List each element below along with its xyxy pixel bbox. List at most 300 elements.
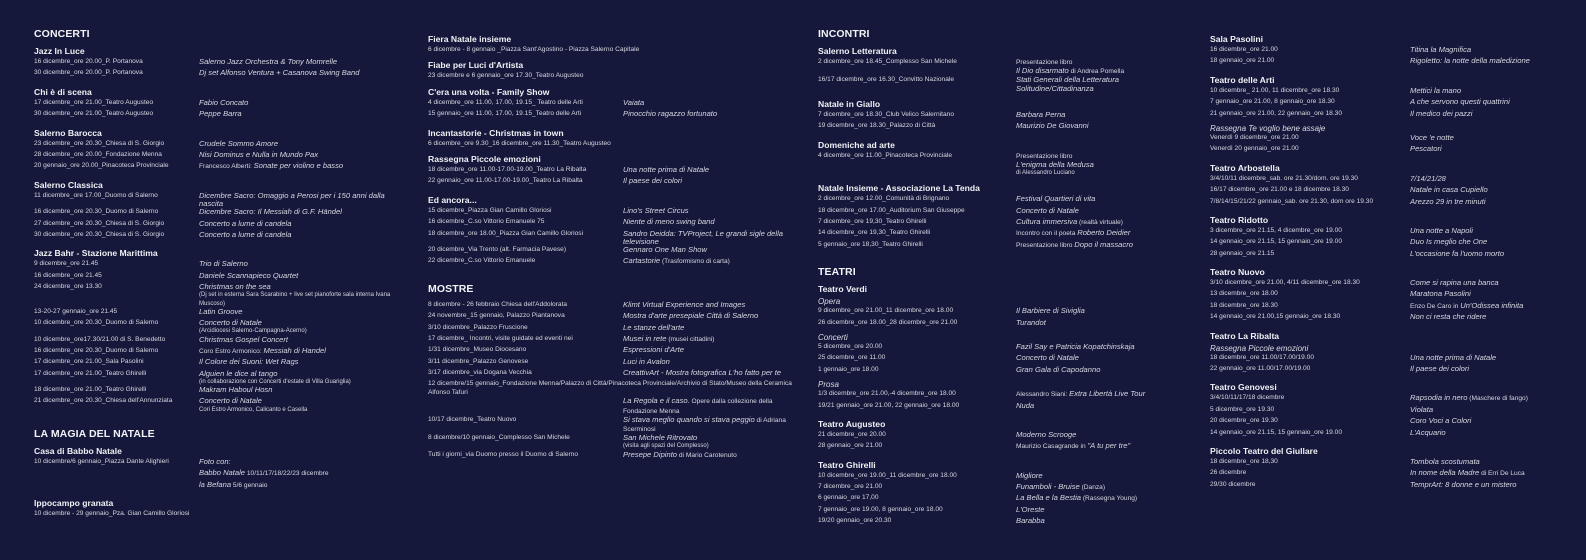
event-date-venue: 15 dicembre_Piazza Gian Camillo Gloriosi — [428, 206, 552, 214]
event-title-text: Roberto Deidier — [1077, 228, 1131, 238]
event-date-venue: 10 dicembre_ 21.00, 11 dicembre_ore 18.30 — [1210, 86, 1340, 94]
event-title — [199, 110, 409, 121]
event-title-prefix: Presentazione libro — [1016, 241, 1075, 249]
event-title-text: Rigoletto: la notte della maledizione — [1410, 56, 1530, 66]
event-title — [1016, 122, 1193, 133]
event-row — [818, 343, 1193, 354]
event-title-text: Salerno Jazz Orchestra & Tony Momrelle — [199, 57, 338, 66]
event-date-venue: 22 dicembre_C.so Vittorio Emanuele — [428, 257, 536, 265]
event-date-venue: 3 dicembre_ore 21.15, 4 dicembre_ore 19.00 — [1210, 226, 1342, 234]
event-title-text: Latin Groove — [199, 306, 243, 316]
event-title-text: Foto con: — [199, 456, 231, 466]
event-title-suffix: (realtà virtuale) — [1077, 218, 1123, 226]
event-title-text: Voce 'e notte — [1410, 132, 1454, 142]
event-date-venue: 22 gennaio_ore 11.00/17.00/19.00 — [1210, 365, 1311, 373]
event-row — [1210, 175, 1585, 186]
event-date-venue: 10 dicembre_ore 20.30_Duomo di Salerno — [34, 319, 159, 327]
event-title-suffix: (Rassegna Young) — [1081, 495, 1138, 503]
section-heading: Incantastorie - Christmas in town — [428, 127, 564, 138]
event-date-venue: 8 dicembre/10 gennaio_Complesso San Michele — [428, 434, 570, 442]
event-row — [428, 110, 803, 121]
event-title-text: Nuda — [1016, 400, 1035, 410]
section-heading: C'era una volta - Family Show — [428, 86, 550, 97]
event-title — [199, 283, 409, 308]
event-title-text: Presepe Dipinto — [623, 449, 678, 459]
event-title-text: Migliore — [1016, 470, 1043, 480]
event-title-text: Gran Gala di Capodanno — [1016, 364, 1101, 374]
event-title-text: Un'Odissea infinita — [1460, 300, 1524, 310]
section-heading: Salerno Letteratura — [818, 46, 897, 56]
event-date-venue: 10/17 dicembre_Teatro Nuovo — [428, 415, 517, 423]
event-title — [199, 162, 409, 173]
event-title-text: San Michele Ritrovato — [623, 433, 698, 443]
event-date-venue: 30 dicembre_ore 20.00_P. Portanova — [34, 69, 143, 77]
event-title-suffix: (musei cittadini) — [666, 335, 715, 343]
event-title-text: Babbo Natale — [199, 468, 246, 478]
event-row — [818, 506, 1193, 517]
event-date-venue: 16 dicembre_ore 21.00 — [1210, 46, 1278, 53]
event-title-text: Il paese dei colori — [1410, 364, 1470, 374]
event-title-prefix: Presentazione libro — [1016, 152, 1073, 160]
column-1 — [34, 28, 409, 518]
event-row — [1210, 57, 1585, 68]
event-title-text: Non ci resta che ridere — [1410, 312, 1487, 322]
event-date-venue: 16/17 dicembre_ore 16.30_Convitto Nazionale — [818, 76, 954, 84]
event-date-venue: 23 dicembre_ore 20.30_Chiesa di S. Giorgio — [34, 139, 165, 147]
event-date-venue: 29/30 dicembre — [1210, 480, 1256, 488]
event-title — [1410, 110, 1585, 121]
event-title — [1410, 313, 1585, 324]
event-row — [428, 257, 803, 268]
section-heading: Natale Insieme - Associazione La Tenda — [818, 183, 980, 194]
event-title — [1016, 517, 1193, 528]
event-row — [818, 319, 1193, 330]
event-row — [34, 397, 409, 413]
event-date-venue: 14 gennaio_ore 21.15, 15 gennaio_ore 19.00 — [1210, 428, 1342, 436]
event-title-text: Una notte a Napoli — [1410, 225, 1473, 235]
event-title-text: Il paese dei colori — [623, 176, 683, 186]
event-info-line: 6 dicembre_ore 9.30_16 dicembre_ore 11.30_Teatro Augusteo — [428, 139, 611, 147]
event-date-venue: 18 gennaio_ore 21.00 — [1210, 57, 1275, 65]
event-row — [34, 151, 409, 162]
event-title-text: Daniele Scannapieco Quartet — [199, 270, 299, 280]
event-title — [623, 369, 803, 380]
event-date-venue: 30 dicembre_ore 20.30_Chiesa di S. Giorgio — [34, 230, 165, 238]
event-title-prefix: Francesco Alberti: — [199, 163, 254, 171]
section-heading: Natale in Giallo — [818, 98, 881, 109]
event-date-venue: 8 dicembre - 26 febbraio Chiesa dell'Addolorata — [428, 300, 568, 308]
event-row — [428, 166, 803, 177]
event-date-venue: 21 dicembre_ore 20.30_Chiesa dell'Annunziata — [34, 397, 173, 405]
event-title-text: Peppe Barra — [199, 109, 242, 119]
event-row — [1210, 198, 1585, 209]
event-date-venue — [34, 481, 199, 492]
event-date-venue: 11 dicembre_ore 17.00_Duomo di Salerno — [34, 191, 158, 199]
event-row — [428, 230, 803, 246]
event-date-venue: 26 dicembre_ore 18.00_28 dicembre_ore 21.00 — [818, 318, 958, 326]
event-row — [1210, 429, 1585, 440]
event-row — [34, 162, 409, 173]
section-heading: Salerno Classica — [34, 179, 103, 190]
event-title-text: Messiah di Handel — [263, 345, 326, 355]
event-title-prefix: Alessandro Siani: — [1016, 391, 1070, 399]
event-date-venue: 5 dicembre_ore 20.00 — [818, 342, 883, 350]
event-date-venue: 24 dicembre_ore 13.30 — [34, 283, 102, 291]
event-row — [428, 246, 803, 257]
event-title-line2: L'enigma della Medusa — [1016, 159, 1094, 169]
event-date-venue: 9 dicembre_ore 21.00_11 dicembre_ore 18.00 — [818, 307, 954, 315]
section-heading: Ed ancora... — [428, 194, 477, 205]
event-date-venue: 26 dicembre — [1210, 469, 1247, 477]
event-date-venue: 19/21 gennaio_ore 21.00, 22 gennaio_ore 18.00 — [818, 401, 960, 409]
event-title-text: Musei in rete — [623, 333, 667, 343]
event-row — [818, 517, 1193, 528]
event-date-venue: 27 dicembre_ore 20.30_Chiesa di S. Giorgio — [34, 219, 165, 227]
event-row — [1210, 186, 1585, 197]
event-title-text: Le stanze dell'arte — [623, 322, 685, 332]
event-row — [818, 152, 1193, 178]
event-date-venue: 7 dicembre_ore 18.30_Club Velico Salernitano — [818, 110, 954, 118]
event-date-venue: 22 gennaio_ore 11.00-17.00-19.00_Teatro La Ribalta — [428, 177, 583, 185]
event-date-venue: 20 dicembre_ore 19.30 — [1210, 417, 1278, 425]
event-row — [428, 99, 803, 110]
event-title-text: CreattivArt - Mostra fotografica L'ho fatto per te — [623, 368, 782, 378]
event-date-venue: Venerdì 20 gennaio_ore 21.00 — [1210, 145, 1299, 153]
event-date-venue — [428, 397, 623, 415]
event-info-line: 12 dicembre/15 gennaio_Fondazione Menna/Palazzo di Città/Pinacoteca Provinciale/Archivio di Stato/Museo della Ceramica Alfonso Tafuri — [428, 380, 792, 396]
event-row — [34, 370, 409, 386]
event-row — [818, 494, 1193, 505]
event-date-venue: 17 dicembre_ore 21.00_Teatro Ghirelli — [34, 369, 147, 377]
event-date-venue: 24 novembre_15 gennaio, Palazzo Piantanova — [428, 312, 565, 320]
event-title-text: A che servono questi quattrini — [1410, 97, 1510, 107]
section-heading: Teatro Nuovo — [1210, 267, 1265, 278]
event-date-venue: 30 dicembre_ore 21.00_Teatro Augusteo — [34, 110, 154, 118]
event-title-text: Dopo il massacro — [1074, 239, 1133, 249]
event-row — [1210, 354, 1585, 365]
event-date-venue: 25 dicembre_ore 11.00 — [818, 354, 886, 362]
event-title-prefix: Enzo De Caro in — [1410, 302, 1461, 310]
event-row — [818, 366, 1193, 377]
event-info-line: 6 dicembre - 8 gennaio _Piazza Sant'Agostino - Piazza Salerno Capitale — [428, 46, 640, 53]
section-heading: Jazz Bahr - Stazione Marittima — [34, 248, 158, 259]
event-row — [34, 319, 409, 335]
event-title-text: 7/14/21/28 — [1410, 173, 1446, 183]
event-row — [1210, 469, 1585, 480]
section-heading: Piccolo Teatro del Giullare — [1210, 445, 1318, 456]
event-row — [1210, 98, 1585, 109]
event-date-venue: 20 dicembre_Via Trento (alt. Farmacia Pavese) — [428, 245, 567, 253]
event-date-venue: 18 dicembre_ore 11.00/17.00/19.00 — [1210, 353, 1314, 361]
section-heading: Teatro delle Arti — [1210, 74, 1275, 85]
event-date-venue: Tutti i giorni_via Duomo presso il Duomo di Salerno — [428, 450, 579, 458]
event-row — [1210, 365, 1585, 376]
event-title-text: Festival Quartieri di vita — [1016, 194, 1096, 204]
event-row — [1210, 417, 1585, 428]
event-title — [623, 451, 803, 462]
event-date-venue: 7 gennaio_ore 19.00, 8 gennaio_ore 18.00 — [818, 505, 943, 513]
event-title — [1410, 394, 1585, 405]
event-row — [34, 231, 409, 242]
event-date-venue: Venerdì 9 dicembre_ore 21.00 — [1210, 133, 1299, 141]
event-title-text: La Regola e il caso. — [623, 396, 690, 406]
event-date-venue: 18 dicembre_ore 18.30 — [1210, 301, 1278, 309]
event-title-text: Titina la Magnifica — [1410, 45, 1472, 54]
event-title — [623, 416, 803, 434]
event-date-venue: 1/31 dicembre_Museo Diocesano — [428, 346, 527, 354]
event-title-suffix: (Trasformismo di carta) — [660, 258, 730, 266]
event-title-text: Alguien le dice al tango — [199, 368, 278, 378]
event-date-venue: 19 dicembre_ore 18.30_Palazzo di Città — [818, 122, 936, 130]
event-title — [1410, 481, 1585, 492]
event-row — [428, 335, 803, 346]
event-row — [428, 312, 803, 323]
event-title-text: Concerto di Natale — [1016, 353, 1079, 363]
event-title-text: Violata — [1410, 404, 1434, 414]
event-row — [34, 481, 409, 492]
event-row — [818, 58, 1193, 76]
event-date-venue: 19/20 gennaio_ore 20.30 — [818, 517, 892, 525]
event-date-venue: 21 dicembre_ore 20.00 — [818, 430, 886, 438]
section-heading: Teatro Augusteo — [818, 418, 886, 429]
event-row — [1210, 238, 1585, 249]
event-date-venue: 16 dicembre_ore 20.00_P. Portanova — [34, 58, 143, 65]
event-date-venue: 13-20-27 gennaio_ore 21.45 — [34, 307, 118, 315]
event-row — [1210, 227, 1585, 238]
event-date-venue: 7 gennaio_ore 21.00, 8 gennaio_ore 18.30 — [1210, 98, 1335, 106]
event-title-suffix: di Adriana Scerminosi — [623, 416, 786, 433]
event-title-text: Cartastorie — [623, 256, 661, 266]
event-title-text: Dicembre Sacro: Il Messiah di G.F. Händel — [199, 207, 342, 217]
event-note: (visita agli spazi del Complesso) — [623, 443, 709, 450]
event-title-prefix: Coro Estro Armonico: — [199, 347, 264, 355]
column-2 — [428, 28, 803, 462]
event-date-venue — [34, 469, 199, 480]
section-heading: Teatro Verdi — [818, 284, 868, 295]
event-title-text: Dj set Alfonso Ventura + Casanova Swing Band — [199, 68, 360, 78]
event-title-text: la Befana — [199, 479, 232, 489]
event-date-venue: 17 dicembre_ Incontri, visite guidate ed eventi nei — [428, 334, 573, 342]
category-heading: TEATRI — [818, 266, 856, 279]
event-title-text: "A tu per tre" — [1087, 441, 1131, 451]
event-title-text: Crudele Sommo Amore — [199, 138, 279, 148]
event-row — [1210, 134, 1585, 145]
event-row — [428, 177, 803, 188]
event-title — [1410, 57, 1585, 68]
event-date-venue: 4 dicembre_ore 11.00_Pinacoteca Provinciale — [818, 151, 953, 159]
event-title-text: Pescatori — [1410, 144, 1442, 154]
event-title — [199, 69, 409, 80]
event-date-venue: 4 dicembre_ore 11.00, 17.00, 19.15_ Teatro delle Arti — [428, 98, 583, 106]
event-title — [1410, 429, 1585, 440]
event-row — [1210, 458, 1585, 469]
event-title-text: Il Barbiere di Siviglia — [1016, 306, 1085, 316]
event-title-line2: Il Dio disarmato — [1016, 66, 1069, 76]
event-title-text: Rapsodia in nero — [1410, 393, 1468, 403]
event-title-suffix: di Mario Carotenuto — [677, 451, 737, 459]
event-date-venue: 5 dicembre_ore 19.30 — [1210, 405, 1275, 413]
section-heading: Teatro La Ribalta — [1210, 330, 1280, 341]
event-date-venue: 1 gennaio_ore 18.00 — [818, 365, 879, 373]
section-heading: Rassegna Piccole emozioni — [428, 154, 541, 164]
category-heading: INCONTRI — [818, 28, 870, 40]
section-heading: Casa di Babbo Natale — [34, 445, 122, 456]
event-title-text: La Bella e la Bestia — [1016, 493, 1082, 503]
event-row — [818, 472, 1193, 483]
event-date-venue: 18 dicembre_ore 11.00-17.00-19.00_Teatro La Ribalta — [428, 166, 587, 173]
subsection-label: Concerti — [818, 332, 848, 342]
event-note: (Arcidiocesi Salerno-Campagna-Acerno) — [199, 328, 307, 335]
event-title-text: Una notte prima di Natale — [623, 165, 710, 174]
event-title-text: L'Acquario — [1410, 427, 1446, 437]
section-heading: Teatro Ghirelli — [818, 459, 876, 470]
event-title — [199, 397, 409, 413]
event-date-venue: 18 dicembre_ore 21.00_Teatro Ghirelli — [34, 386, 147, 394]
event-date-venue: 5 gennaio_ore 18,30_Teatro Ghirelli — [818, 240, 923, 248]
event-title-text: Fabio Concato — [199, 97, 249, 107]
event-date-venue: 28 gennaio_ore 21.15 — [1210, 249, 1275, 257]
event-title-suffix: (Danza) — [1079, 484, 1106, 492]
event-row — [1210, 394, 1585, 405]
event-title — [1016, 241, 1193, 252]
event-note: (Dj set in esterna Sara Scarabino + live set pianoforte sala interna Ivana Muscoso) — [199, 292, 391, 307]
event-title-text: Concerto a lume di candela — [199, 229, 292, 239]
event-title — [199, 192, 409, 208]
event-title-text: Extra Libertà Live Tour — [1069, 389, 1146, 399]
event-title-text: Christmas Gospel Concert — [199, 334, 289, 344]
event-row — [34, 69, 409, 80]
event-date-venue: 7/8/14/15/21/22 gennaio_sab. ore 21.30, dom ore 19.30 — [1210, 197, 1374, 205]
section-heading: Jazz In Luce — [34, 46, 85, 56]
event-row — [428, 397, 803, 415]
event-date-venue: 9 dicembre_ore 21.45 — [34, 260, 99, 268]
event-title-text: Tombola scostumata — [1410, 456, 1480, 466]
event-title-text: Sandro Deidda: TVProject, Le grandi sigle della televisione — [623, 228, 783, 246]
event-title-text: Lino's Street Circus — [623, 205, 689, 215]
event-date-venue: 28 dicembre_ore 20.00_Fondazione Menna — [34, 150, 162, 158]
event-title-text: Fazil Say e Patricia Kopatchinskaja — [1016, 341, 1135, 351]
event-date-venue: 10 dicembre_ore 19.00_11 dicembre_ore 18.00 — [818, 471, 957, 479]
event-title-prefix: Maurizio Casagrande in — [1016, 443, 1088, 451]
event-title — [623, 434, 803, 450]
event-title-text: Concerto di Natale — [1016, 205, 1079, 215]
event-date-venue: 18 dicembre_ore 18.00_Piazza Gian Camillo Gloriosi — [428, 229, 584, 237]
event-date-venue: 13 dicembre_ore 18.00 — [1210, 290, 1278, 298]
event-date-venue: 16 dicembre_ore 20.30_Duomo di Salerno — [34, 346, 159, 354]
event-title-text: Mostra d'arte presepiale Città di Salerno — [623, 311, 759, 321]
event-title-text: Mettici la mano — [1410, 85, 1462, 95]
event-title — [199, 370, 409, 386]
event-note: (in collaborazione con Concerti d'estate di Villa Guariglia) — [199, 378, 351, 385]
event-title-text: Makram Haboul Hosn — [199, 385, 273, 395]
event-row — [818, 111, 1193, 122]
event-title-text: Si stava meglio quando si stava peggio — [623, 414, 755, 424]
event-date-venue: 14 gennaio_ore 21.15, 15 gennaio_ore 19.00 — [1210, 238, 1342, 246]
event-row — [428, 369, 803, 380]
event-date-venue: 3/10 dicembre_ore 21.00, 4/11 dicembre_ore 18.30 — [1210, 279, 1360, 287]
event-row — [818, 442, 1193, 453]
event-title — [1410, 145, 1585, 156]
event-title — [199, 481, 409, 492]
event-title-prefix: Incontro con il poeta — [1016, 230, 1078, 238]
event-title-text: Sonate per violino e basso — [253, 161, 344, 171]
event-date-venue: 6 gennaio_ore 17,00 — [818, 494, 879, 502]
event-date-venue: 3/4/10/11 dicembre_sab. ore 21.30/dom. ore 19.30 — [1210, 174, 1358, 182]
event-title-text: Duo Is meglio che One — [1410, 237, 1488, 247]
event-title — [1016, 442, 1193, 453]
event-row — [1210, 406, 1585, 417]
event-title — [1016, 402, 1193, 413]
event-date-venue: 17 dicembre_ore 21.00_Teatro Augusteo — [34, 98, 154, 106]
subsection-label: Opera — [818, 297, 841, 307]
event-row — [818, 195, 1193, 206]
event-row — [1210, 145, 1585, 156]
event-title — [1410, 198, 1585, 209]
event-date-venue: 17 dicembre_ore 21.00_Sala Pasolini — [34, 358, 144, 366]
event-title-text: Concerto di Natale — [199, 396, 262, 406]
event-title — [1016, 58, 1193, 76]
event-title-text: Niente di meno swing band — [623, 217, 715, 227]
event-title-text: Maurizio De Giovanni — [1016, 121, 1089, 131]
event-title — [199, 231, 409, 242]
event-date-venue: 16/17 dicembre_ore 21.00 e 18 dicembre 18.30 — [1210, 186, 1349, 194]
event-title-line2-suffix: di Andrea Pomella — [1068, 68, 1125, 76]
event-row — [818, 218, 1193, 229]
event-row — [428, 324, 803, 335]
event-date-venue: 2 dicembre_ore 18.45_Complesso San Michele — [818, 58, 957, 65]
subsection-label: Rassegna Te voglio bene assaje — [1210, 123, 1326, 133]
event-title-text: Concerto a lume di candela — [199, 218, 292, 228]
event-row — [428, 207, 803, 218]
event-info-line: 10 dicembre - 29 gennaio_Pza. Gian Camillo Gloriosi — [34, 510, 190, 518]
event-info-line: 23 dicembre e 6 gennaio_ore 17.30_Teatro Augusteo — [428, 72, 584, 80]
event-title-text: L'occasione fa l'uomo morto — [1410, 248, 1505, 258]
event-row — [428, 434, 803, 450]
event-date-venue: 1/3 dicembre_ore 21.00,-4 dicembre_ore 18.00 — [818, 390, 956, 398]
event-title-text: Barbara Perna — [1016, 109, 1066, 119]
event-title — [1016, 152, 1193, 178]
event-row — [818, 354, 1193, 365]
section-heading: Fiabe per Luci d'Artista — [428, 60, 524, 71]
event-date-venue: 16 dicembre_ore 20.30_Duomo di Salerno — [34, 208, 159, 216]
event-row — [1210, 290, 1585, 301]
section-heading: Teatro Genovesi — [1210, 382, 1277, 393]
event-row — [818, 241, 1193, 252]
event-date-venue: 14 gennaio_ore 21.00,15 gennaio_ore 18.30 — [1210, 313, 1341, 321]
event-title-text: Maratona Pasolini — [1410, 289, 1471, 299]
event-title-line3: di Alessandro Luciano — [1016, 170, 1075, 176]
event-title-text: Concerto di Natale — [199, 318, 262, 328]
event-title — [1016, 319, 1193, 330]
event-row — [818, 483, 1193, 494]
event-title-text: Moderno Scrooge — [1016, 429, 1077, 439]
event-date-venue: 3/10 dicembre_Palazzo Fruscione — [428, 323, 528, 331]
event-date-venue: 7 dicembre_ore 21.00 — [818, 483, 883, 491]
event-date-venue: 28 gennaio_ore 21.00 — [818, 442, 883, 450]
event-title-text: Luci in Avalon — [623, 356, 670, 366]
event-row — [1210, 313, 1585, 324]
category-heading: LA MAGIA DEL NATALE — [34, 427, 155, 440]
event-row — [428, 346, 803, 357]
section-heading: Teatro Ridotto — [1210, 214, 1269, 225]
event-date-venue: 16 dicembre_ore 21.45 — [34, 271, 102, 279]
event-title-suffix: di Erri De Luca — [1479, 470, 1525, 478]
event-row — [34, 283, 409, 308]
section-heading: Sala Pasolini — [1210, 34, 1264, 44]
event-date-venue: 15 gennaio_ore 11.00, 17.00, 19.15_Teatro delle Arti — [428, 110, 582, 118]
event-date-venue: 3/17 dicembre_via Dogana Vecchia — [428, 369, 532, 377]
event-title-text: Arezzo 29 in tre minuti — [1410, 196, 1486, 206]
